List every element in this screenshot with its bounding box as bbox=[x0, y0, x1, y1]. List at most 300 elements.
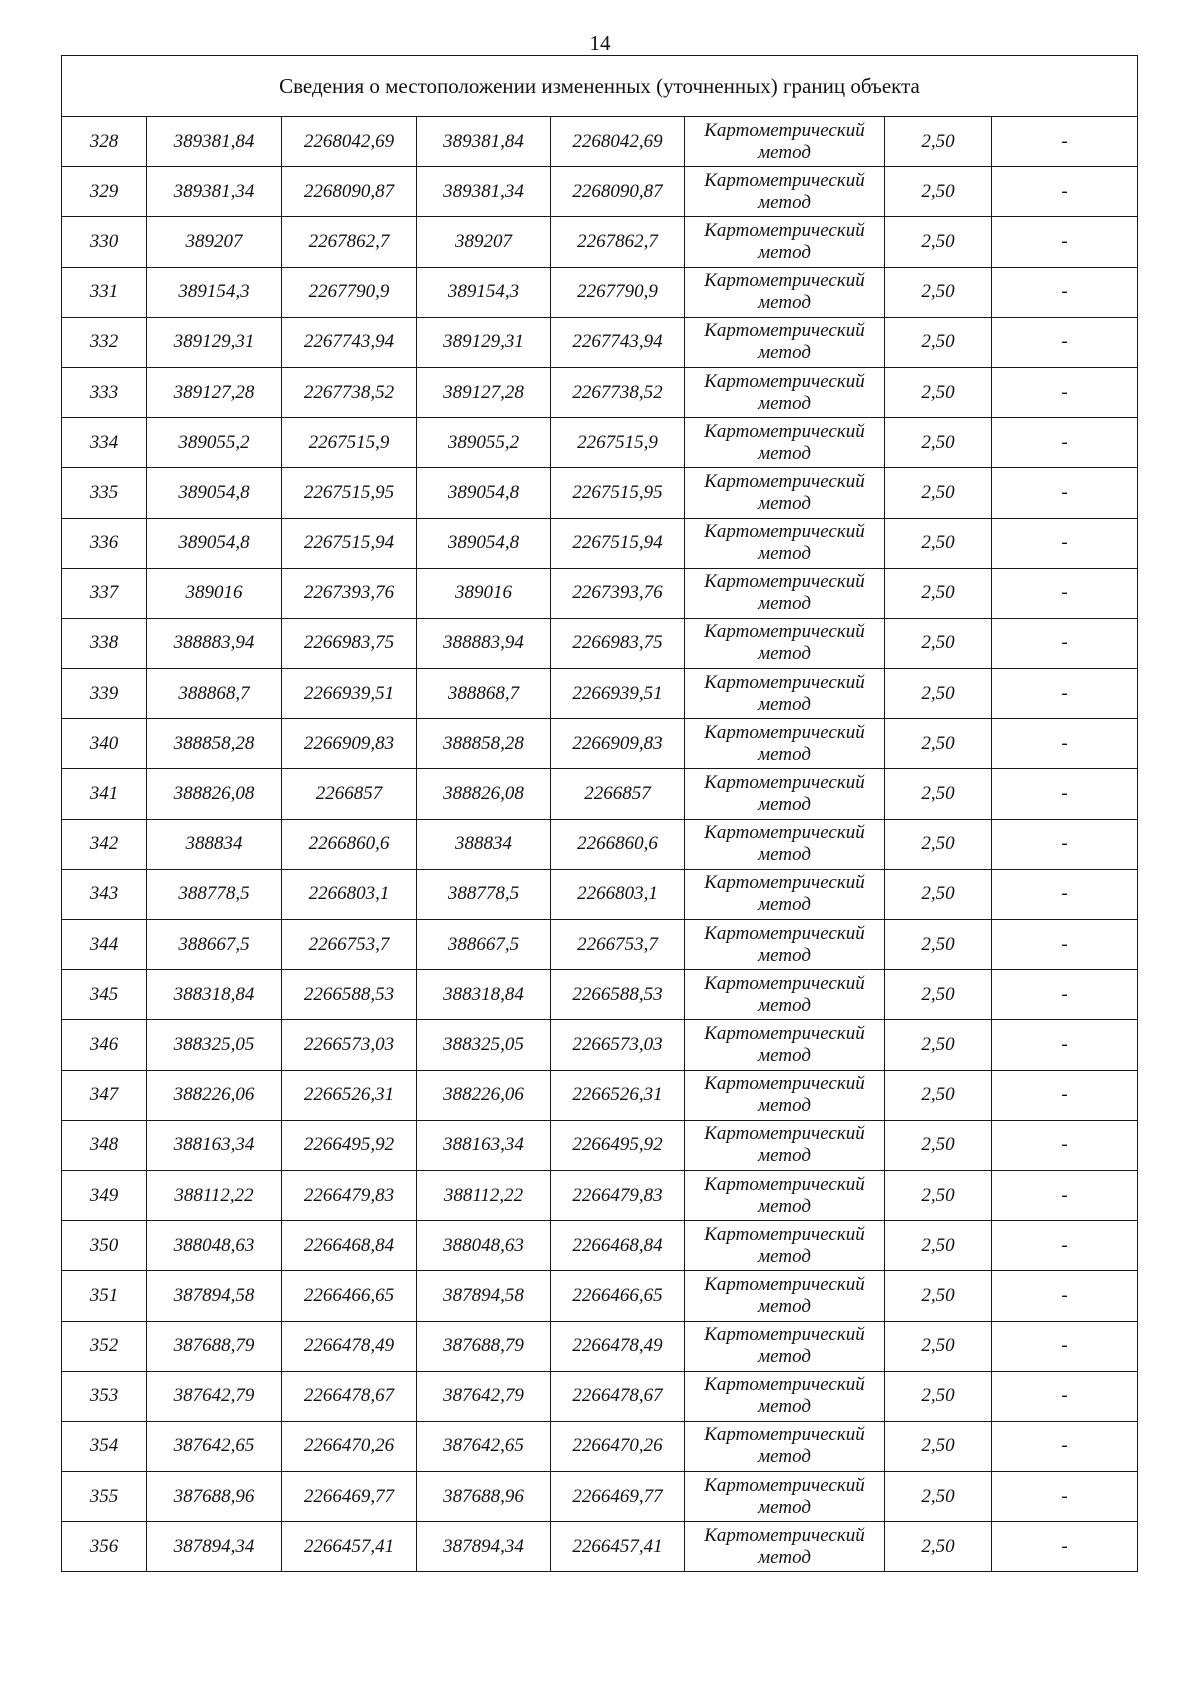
table-row bbox=[62, 719, 1138, 769]
method-line-1: Картометрический bbox=[704, 721, 865, 743]
refined-y-cell: 2267738,52 bbox=[551, 367, 685, 417]
existing-x-cell: 389055,2 bbox=[147, 418, 282, 468]
method-line-1: Картометрический bbox=[704, 1424, 865, 1446]
remark-cell: - bbox=[992, 819, 1138, 869]
table-row bbox=[62, 267, 1138, 317]
remark-cell: - bbox=[992, 1170, 1138, 1220]
method-line-2: метод bbox=[758, 994, 811, 1016]
existing-x-cell: 387688,79 bbox=[147, 1321, 282, 1371]
existing-y-cell: 2266469,77 bbox=[282, 1472, 417, 1522]
point-number-cell: 347 bbox=[62, 1070, 147, 1120]
method-line-2: метод bbox=[758, 894, 811, 916]
refined-y-cell: 2267790,9 bbox=[551, 267, 685, 317]
method-cell bbox=[685, 1472, 885, 1522]
remark-cell: - bbox=[992, 267, 1138, 317]
refined-x-cell: 387894,58 bbox=[417, 1271, 551, 1321]
existing-x-cell: 388826,08 bbox=[147, 769, 282, 819]
method-line-2: метод bbox=[758, 1295, 811, 1317]
method-line-2: метод bbox=[758, 292, 811, 314]
method-line-1: Картометрический bbox=[704, 972, 865, 994]
point-number-cell: 346 bbox=[62, 1020, 147, 1070]
point-number-cell: 340 bbox=[62, 719, 147, 769]
table-row bbox=[62, 217, 1138, 267]
method-cell bbox=[685, 418, 885, 468]
existing-y-cell: 2268090,87 bbox=[282, 167, 417, 217]
refined-x-cell: 387642,65 bbox=[417, 1421, 551, 1471]
accuracy-cell: 2,50 bbox=[885, 1371, 992, 1421]
method-cell bbox=[685, 1020, 885, 1070]
existing-x-cell: 388163,34 bbox=[147, 1120, 282, 1170]
existing-y-cell: 2266983,75 bbox=[282, 618, 417, 668]
point-number-cell: 331 bbox=[62, 267, 147, 317]
existing-y-cell: 2267515,95 bbox=[282, 468, 417, 518]
accuracy-cell: 2,50 bbox=[885, 1321, 992, 1371]
method-cell bbox=[685, 317, 885, 367]
remark-cell: - bbox=[992, 869, 1138, 919]
remark-cell: - bbox=[992, 518, 1138, 568]
point-number-cell: 343 bbox=[62, 869, 147, 919]
table-row bbox=[62, 367, 1138, 417]
accuracy-cell: 2,50 bbox=[885, 1221, 992, 1271]
method-line-1: Картометрический bbox=[704, 772, 865, 794]
existing-x-cell: 388318,84 bbox=[147, 970, 282, 1020]
remark-cell: - bbox=[992, 1522, 1138, 1572]
refined-y-cell: 2266469,77 bbox=[551, 1472, 685, 1522]
refined-x-cell: 389381,34 bbox=[417, 167, 551, 217]
method-line-1: Картометрический bbox=[704, 1374, 865, 1396]
existing-x-cell: 388778,5 bbox=[147, 869, 282, 919]
method-line-2: метод bbox=[758, 1095, 811, 1117]
remark-cell: - bbox=[992, 769, 1138, 819]
accuracy-cell: 2,50 bbox=[885, 1070, 992, 1120]
method-line-2: метод bbox=[758, 1145, 811, 1167]
table-row bbox=[62, 869, 1138, 919]
method-line-1: Картометрический bbox=[704, 1223, 865, 1245]
method-line-2: метод bbox=[758, 1496, 811, 1518]
table-row bbox=[62, 317, 1138, 367]
existing-x-cell: 389054,8 bbox=[147, 518, 282, 568]
refined-y-cell: 2266909,83 bbox=[551, 719, 685, 769]
refined-y-cell: 2266857 bbox=[551, 769, 685, 819]
refined-x-cell: 389154,3 bbox=[417, 267, 551, 317]
existing-x-cell: 389381,84 bbox=[147, 117, 282, 167]
accuracy-cell: 2,50 bbox=[885, 669, 992, 719]
refined-x-cell: 388826,08 bbox=[417, 769, 551, 819]
method-cell bbox=[685, 167, 885, 217]
table-row bbox=[62, 167, 1138, 217]
refined-x-cell: 389054,8 bbox=[417, 468, 551, 518]
existing-x-cell: 389207 bbox=[147, 217, 282, 267]
method-line-2: метод bbox=[758, 643, 811, 665]
method-line-2: метод bbox=[758, 593, 811, 615]
table-title-row bbox=[62, 56, 1138, 117]
remark-cell: - bbox=[992, 367, 1138, 417]
method-line-1: Картометрический bbox=[704, 621, 865, 643]
existing-x-cell: 389154,3 bbox=[147, 267, 282, 317]
refined-y-cell: 2266478,67 bbox=[551, 1371, 685, 1421]
existing-x-cell: 389054,8 bbox=[147, 468, 282, 518]
method-line-1: Картометрический bbox=[704, 1073, 865, 1095]
method-cell bbox=[685, 267, 885, 317]
point-number-cell: 333 bbox=[62, 367, 147, 417]
table-row bbox=[62, 1371, 1138, 1421]
method-line-1: Картометрический bbox=[704, 169, 865, 191]
refined-x-cell: 389127,28 bbox=[417, 367, 551, 417]
table-row bbox=[62, 1472, 1138, 1522]
method-line-2: метод bbox=[758, 743, 811, 765]
existing-x-cell: 387894,58 bbox=[147, 1271, 282, 1321]
accuracy-cell: 2,50 bbox=[885, 719, 992, 769]
remark-cell: - bbox=[992, 970, 1138, 1020]
method-line-1: Картометрический bbox=[704, 1324, 865, 1346]
existing-y-cell: 2267515,94 bbox=[282, 518, 417, 568]
method-cell bbox=[685, 869, 885, 919]
remark-cell: - bbox=[992, 317, 1138, 367]
existing-x-cell: 388226,06 bbox=[147, 1070, 282, 1120]
method-line-1: Картометрический bbox=[704, 420, 865, 442]
refined-y-cell: 2266466,65 bbox=[551, 1271, 685, 1321]
method-cell bbox=[685, 819, 885, 869]
method-line-2: метод bbox=[758, 693, 811, 715]
existing-y-cell: 2266939,51 bbox=[282, 669, 417, 719]
point-number-cell: 345 bbox=[62, 970, 147, 1020]
refined-y-cell: 2266939,51 bbox=[551, 669, 685, 719]
point-number-cell: 355 bbox=[62, 1472, 147, 1522]
accuracy-cell: 2,50 bbox=[885, 117, 992, 167]
point-number-cell: 330 bbox=[62, 217, 147, 267]
existing-x-cell: 389381,34 bbox=[147, 167, 282, 217]
method-line-1: Картометрический bbox=[704, 470, 865, 492]
existing-y-cell: 2267743,94 bbox=[282, 317, 417, 367]
accuracy-cell: 2,50 bbox=[885, 1421, 992, 1471]
refined-y-cell: 2266588,53 bbox=[551, 970, 685, 1020]
point-number-cell: 338 bbox=[62, 618, 147, 668]
method-line-1: Картометрический bbox=[704, 1123, 865, 1145]
method-cell bbox=[685, 1170, 885, 1220]
method-cell bbox=[685, 367, 885, 417]
point-number-cell: 352 bbox=[62, 1321, 147, 1371]
remark-cell: - bbox=[992, 719, 1138, 769]
refined-y-cell: 2266983,75 bbox=[551, 618, 685, 668]
accuracy-cell: 2,50 bbox=[885, 317, 992, 367]
method-line-2: метод bbox=[758, 543, 811, 565]
accuracy-cell: 2,50 bbox=[885, 819, 992, 869]
table-row bbox=[62, 618, 1138, 668]
remark-cell: - bbox=[992, 468, 1138, 518]
method-line-2: метод bbox=[758, 1396, 811, 1418]
refined-x-cell: 389054,8 bbox=[417, 518, 551, 568]
remark-cell: - bbox=[992, 1221, 1138, 1271]
existing-y-cell: 2266478,67 bbox=[282, 1371, 417, 1421]
refined-y-cell: 2266803,1 bbox=[551, 869, 685, 919]
remark-cell: - bbox=[992, 568, 1138, 618]
table-row bbox=[62, 568, 1138, 618]
point-number-cell: 334 bbox=[62, 418, 147, 468]
point-number-cell: 344 bbox=[62, 920, 147, 970]
method-cell bbox=[685, 618, 885, 668]
refined-x-cell: 389129,31 bbox=[417, 317, 551, 367]
table-row bbox=[62, 920, 1138, 970]
method-line-2: метод bbox=[758, 1195, 811, 1217]
refined-x-cell: 389055,2 bbox=[417, 418, 551, 468]
method-cell bbox=[685, 217, 885, 267]
refined-y-cell: 2267515,95 bbox=[551, 468, 685, 518]
remark-cell: - bbox=[992, 117, 1138, 167]
method-line-2: метод bbox=[758, 141, 811, 163]
accuracy-cell: 2,50 bbox=[885, 970, 992, 1020]
method-line-2: метод bbox=[758, 392, 811, 414]
method-line-2: метод bbox=[758, 342, 811, 364]
method-line-2: метод bbox=[758, 844, 811, 866]
existing-x-cell: 387642,79 bbox=[147, 1371, 282, 1421]
table-row bbox=[62, 468, 1138, 518]
table-row bbox=[62, 1221, 1138, 1271]
existing-x-cell: 389127,28 bbox=[147, 367, 282, 417]
method-line-2: метод bbox=[758, 1346, 811, 1368]
point-number-cell: 341 bbox=[62, 769, 147, 819]
refined-y-cell: 2267393,76 bbox=[551, 568, 685, 618]
refined-y-cell: 2266526,31 bbox=[551, 1070, 685, 1120]
refined-y-cell: 2266753,7 bbox=[551, 920, 685, 970]
accuracy-cell: 2,50 bbox=[885, 1522, 992, 1572]
point-number-cell: 348 bbox=[62, 1120, 147, 1170]
existing-x-cell: 387688,96 bbox=[147, 1472, 282, 1522]
method-line-2: метод bbox=[758, 1044, 811, 1066]
existing-y-cell: 2266466,65 bbox=[282, 1271, 417, 1321]
refined-x-cell: 388868,7 bbox=[417, 669, 551, 719]
method-line-2: метод bbox=[758, 1245, 811, 1267]
existing-y-cell: 2266526,31 bbox=[282, 1070, 417, 1120]
refined-y-cell: 2266495,92 bbox=[551, 1120, 685, 1170]
refined-y-cell: 2266457,41 bbox=[551, 1522, 685, 1572]
existing-y-cell: 2266468,84 bbox=[282, 1221, 417, 1271]
table-row bbox=[62, 819, 1138, 869]
method-line-1: Картометрический bbox=[704, 671, 865, 693]
existing-x-cell: 388112,22 bbox=[147, 1170, 282, 1220]
refined-y-cell: 2266860,6 bbox=[551, 819, 685, 869]
refined-x-cell: 388667,5 bbox=[417, 920, 551, 970]
point-number-cell: 332 bbox=[62, 317, 147, 367]
accuracy-cell: 2,50 bbox=[885, 267, 992, 317]
point-number-cell: 339 bbox=[62, 669, 147, 719]
refined-x-cell: 388325,05 bbox=[417, 1020, 551, 1070]
accuracy-cell: 2,50 bbox=[885, 1271, 992, 1321]
existing-y-cell: 2266909,83 bbox=[282, 719, 417, 769]
boundary-coordinates-table bbox=[61, 55, 1138, 1572]
existing-y-cell: 2266495,92 bbox=[282, 1120, 417, 1170]
remark-cell: - bbox=[992, 1321, 1138, 1371]
refined-x-cell: 389207 bbox=[417, 217, 551, 267]
table-row bbox=[62, 518, 1138, 568]
table-row bbox=[62, 1522, 1138, 1572]
accuracy-cell: 2,50 bbox=[885, 1472, 992, 1522]
remark-cell: - bbox=[992, 618, 1138, 668]
method-cell bbox=[685, 1221, 885, 1271]
table-title: Сведения о местоположении измененных (уточненных) границ объекта bbox=[62, 56, 1138, 117]
method-line-1: Картометрический bbox=[704, 370, 865, 392]
existing-y-cell: 2266803,1 bbox=[282, 869, 417, 919]
refined-x-cell: 387894,34 bbox=[417, 1522, 551, 1572]
method-cell bbox=[685, 1421, 885, 1471]
point-number-cell: 336 bbox=[62, 518, 147, 568]
refined-y-cell: 2266479,83 bbox=[551, 1170, 685, 1220]
refined-x-cell: 387642,79 bbox=[417, 1371, 551, 1421]
accuracy-cell: 2,50 bbox=[885, 418, 992, 468]
existing-y-cell: 2266857 bbox=[282, 769, 417, 819]
table-row bbox=[62, 1321, 1138, 1371]
method-cell bbox=[685, 1120, 885, 1170]
method-line-2: метод bbox=[758, 944, 811, 966]
method-cell bbox=[685, 669, 885, 719]
existing-y-cell: 2266753,7 bbox=[282, 920, 417, 970]
method-cell bbox=[685, 1070, 885, 1120]
refined-x-cell: 389016 bbox=[417, 568, 551, 618]
remark-cell: - bbox=[992, 217, 1138, 267]
remark-cell: - bbox=[992, 1421, 1138, 1471]
point-number-cell: 342 bbox=[62, 819, 147, 869]
existing-x-cell: 388858,28 bbox=[147, 719, 282, 769]
method-line-1: Картометрический bbox=[704, 119, 865, 141]
remark-cell: - bbox=[992, 1271, 1138, 1321]
point-number-cell: 329 bbox=[62, 167, 147, 217]
accuracy-cell: 2,50 bbox=[885, 468, 992, 518]
existing-y-cell: 2266470,26 bbox=[282, 1421, 417, 1471]
refined-x-cell: 387688,96 bbox=[417, 1472, 551, 1522]
method-cell bbox=[685, 970, 885, 1020]
table-row bbox=[62, 1170, 1138, 1220]
remark-cell: - bbox=[992, 669, 1138, 719]
refined-x-cell: 388112,22 bbox=[417, 1170, 551, 1220]
method-cell bbox=[685, 568, 885, 618]
accuracy-cell: 2,50 bbox=[885, 769, 992, 819]
refined-x-cell: 388163,34 bbox=[417, 1120, 551, 1170]
method-line-1: Картометрический bbox=[704, 922, 865, 944]
accuracy-cell: 2,50 bbox=[885, 217, 992, 267]
point-number-cell: 349 bbox=[62, 1170, 147, 1220]
accuracy-cell: 2,50 bbox=[885, 1170, 992, 1220]
existing-y-cell: 2266573,03 bbox=[282, 1020, 417, 1070]
method-line-2: метод bbox=[758, 442, 811, 464]
point-number-cell: 353 bbox=[62, 1371, 147, 1421]
method-line-2: метод bbox=[758, 492, 811, 514]
method-line-1: Картометрический bbox=[704, 1474, 865, 1496]
remark-cell: - bbox=[992, 1020, 1138, 1070]
existing-x-cell: 388868,7 bbox=[147, 669, 282, 719]
method-line-2: метод bbox=[758, 794, 811, 816]
method-cell bbox=[685, 769, 885, 819]
point-number-cell: 337 bbox=[62, 568, 147, 618]
existing-x-cell: 389129,31 bbox=[147, 317, 282, 367]
table-row bbox=[62, 418, 1138, 468]
refined-y-cell: 2267743,94 bbox=[551, 317, 685, 367]
accuracy-cell: 2,50 bbox=[885, 518, 992, 568]
method-cell bbox=[685, 719, 885, 769]
point-number-cell: 350 bbox=[62, 1221, 147, 1271]
existing-y-cell: 2267738,52 bbox=[282, 367, 417, 417]
point-number-cell: 354 bbox=[62, 1421, 147, 1471]
refined-y-cell: 2266573,03 bbox=[551, 1020, 685, 1070]
table-row bbox=[62, 1020, 1138, 1070]
remark-cell: - bbox=[992, 1371, 1138, 1421]
refined-y-cell: 2268042,69 bbox=[551, 117, 685, 167]
table-row bbox=[62, 1120, 1138, 1170]
method-cell bbox=[685, 920, 885, 970]
existing-x-cell: 387642,65 bbox=[147, 1421, 282, 1471]
table-row bbox=[62, 117, 1138, 167]
existing-x-cell: 389016 bbox=[147, 568, 282, 618]
method-cell bbox=[685, 1321, 885, 1371]
refined-y-cell: 2267515,94 bbox=[551, 518, 685, 568]
accuracy-cell: 2,50 bbox=[885, 1020, 992, 1070]
existing-y-cell: 2267393,76 bbox=[282, 568, 417, 618]
existing-x-cell: 388834 bbox=[147, 819, 282, 869]
refined-y-cell: 2267515,9 bbox=[551, 418, 685, 468]
page-number: 14 bbox=[589, 31, 611, 55]
method-cell bbox=[685, 1271, 885, 1321]
method-cell bbox=[685, 468, 885, 518]
accuracy-cell: 2,50 bbox=[885, 568, 992, 618]
method-line-1: Картометрический bbox=[704, 1022, 865, 1044]
point-number-cell: 351 bbox=[62, 1271, 147, 1321]
accuracy-cell: 2,50 bbox=[885, 920, 992, 970]
existing-y-cell: 2266479,83 bbox=[282, 1170, 417, 1220]
refined-x-cell: 388226,06 bbox=[417, 1070, 551, 1120]
existing-y-cell: 2266478,49 bbox=[282, 1321, 417, 1371]
refined-x-cell: 388834 bbox=[417, 819, 551, 869]
existing-y-cell: 2266588,53 bbox=[282, 970, 417, 1020]
method-line-1: Картометрический bbox=[704, 571, 865, 593]
remark-cell: - bbox=[992, 418, 1138, 468]
remark-cell: - bbox=[992, 1120, 1138, 1170]
method-line-1: Картометрический bbox=[704, 270, 865, 292]
method-line-2: метод bbox=[758, 241, 811, 263]
table-row bbox=[62, 769, 1138, 819]
accuracy-cell: 2,50 bbox=[885, 367, 992, 417]
accuracy-cell: 2,50 bbox=[885, 618, 992, 668]
table-row bbox=[62, 1271, 1138, 1321]
existing-y-cell: 2266457,41 bbox=[282, 1522, 417, 1572]
method-line-1: Картометрический bbox=[704, 521, 865, 543]
refined-x-cell: 388318,84 bbox=[417, 970, 551, 1020]
table-row bbox=[62, 669, 1138, 719]
accuracy-cell: 2,50 bbox=[885, 167, 992, 217]
point-number-cell: 356 bbox=[62, 1522, 147, 1572]
method-line-1: Картометрический bbox=[704, 822, 865, 844]
method-line-1: Картометрический bbox=[704, 872, 865, 894]
accuracy-cell: 2,50 bbox=[885, 869, 992, 919]
remark-cell: - bbox=[992, 1070, 1138, 1120]
method-line-2: метод bbox=[758, 191, 811, 213]
existing-y-cell: 2267862,7 bbox=[282, 217, 417, 267]
table-row bbox=[62, 1070, 1138, 1120]
refined-x-cell: 389381,84 bbox=[417, 117, 551, 167]
method-line-1: Картометрический bbox=[704, 1273, 865, 1295]
method-line-1: Картометрический bbox=[704, 1524, 865, 1546]
accuracy-cell: 2,50 bbox=[885, 1120, 992, 1170]
existing-y-cell: 2267515,9 bbox=[282, 418, 417, 468]
point-number-cell: 335 bbox=[62, 468, 147, 518]
remark-cell: - bbox=[992, 1472, 1138, 1522]
existing-y-cell: 2268042,69 bbox=[282, 117, 417, 167]
refined-x-cell: 387688,79 bbox=[417, 1321, 551, 1371]
refined-x-cell: 388858,28 bbox=[417, 719, 551, 769]
refined-x-cell: 388883,94 bbox=[417, 618, 551, 668]
method-cell bbox=[685, 1522, 885, 1572]
method-line-1: Картометрический bbox=[704, 320, 865, 342]
refined-y-cell: 2267862,7 bbox=[551, 217, 685, 267]
refined-x-cell: 388778,5 bbox=[417, 869, 551, 919]
method-cell bbox=[685, 1371, 885, 1421]
